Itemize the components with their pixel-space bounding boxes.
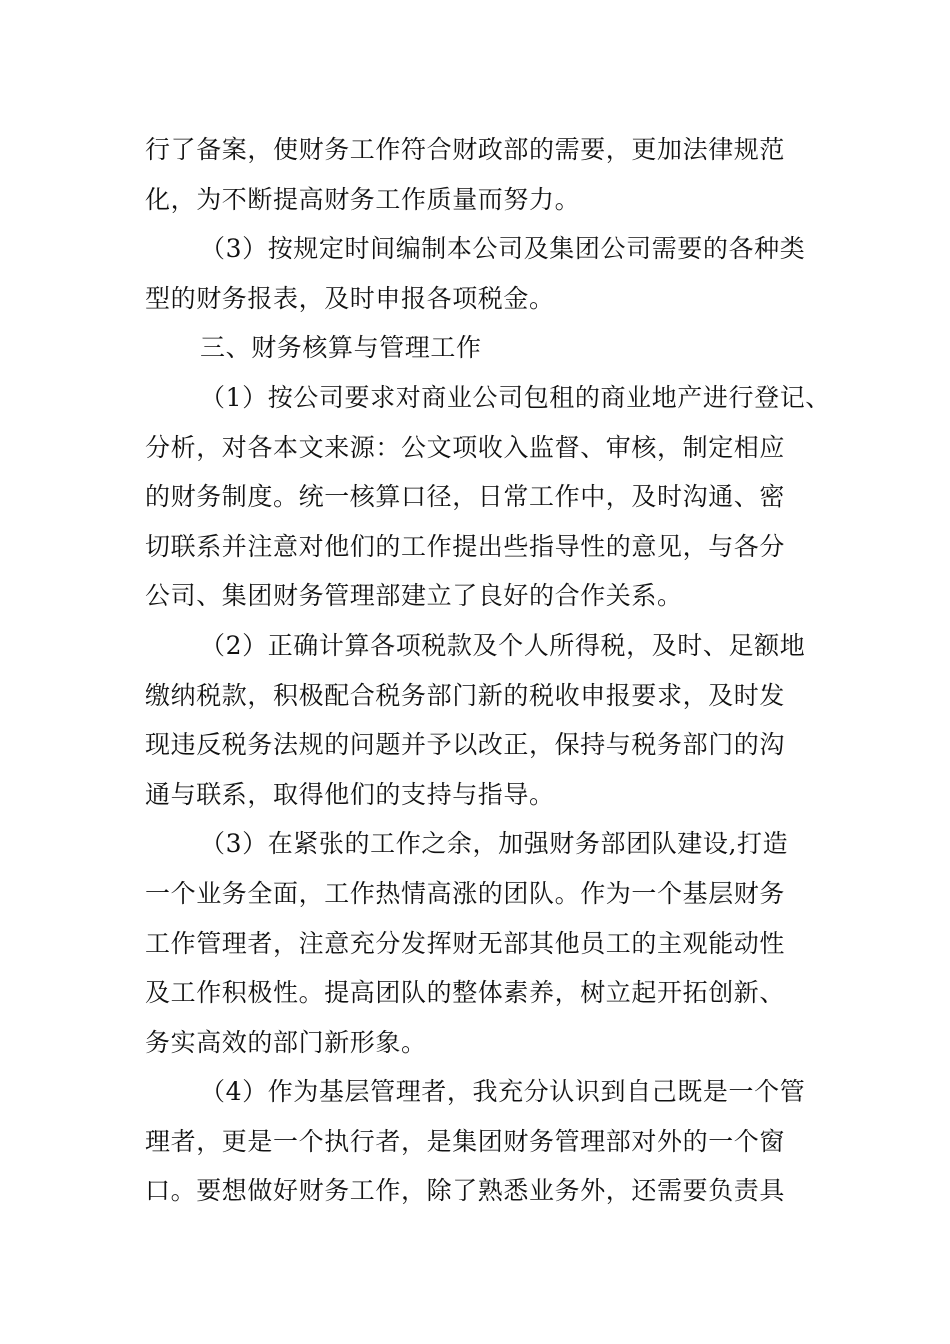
text-line: 一个业务全面，工作热情高涨的团队。作为一个基层财务 [145, 878, 786, 908]
text-line: 分析，对各本文来源：公文项收入监督、审核，制定相应 [145, 432, 786, 462]
text-line: （3）在紧张的工作之余，加强财务部团队建设,打造 [200, 829, 789, 859]
text-line: 现违反税务法规的问题并予以改正，保持与税务部门的沟 [145, 730, 786, 760]
text-line: （2）正确计算各项税款及个人所得税，及时、足额地 [200, 630, 806, 660]
text-line: 及工作积极性。提高团队的整体素养，树立起开拓创新、 [145, 978, 786, 1008]
text-line: 务实高效的部门新形象。 [145, 1027, 427, 1057]
text-line: 工作管理者，注意充分发挥财无部其他员工的主观能动性 [145, 928, 786, 958]
text-line: 行了备案，使财务工作符合财政部的需要，更加法律规范 [145, 135, 786, 164]
text-line: 型的财务报表，及时申报各项税金。 [145, 283, 555, 313]
text-line: （1）按公司要求对商业公司包租的商业地产进行登记、 [200, 382, 831, 412]
text-line: 口。要想做好财务工作，除了熟悉业务外，还需要负责具 [145, 1176, 786, 1206]
text-line: 通与联系，取得他们的支持与指导。 [145, 779, 555, 809]
text-line: 缴纳税款，积极配合税务部门新的税收申报要求，及时发 [145, 680, 786, 710]
text-line: 公司、集团财务管理部建立了良好的合作关系。 [145, 581, 683, 611]
text-line: （3）按规定时间编制本公司及集团公司需要的各种类 [200, 234, 806, 264]
section-heading: 三、财务核算与管理工作 [200, 333, 482, 363]
text-line: （4）作为基层管理者，我充分认识到自己既是一个管 [200, 1077, 806, 1107]
document-body [145, 125, 831, 1216]
text-line: 化，为不断提高财务工作质量而努力。 [145, 184, 581, 214]
text-line: 理者，更是一个执行者，是集团财务管理部对外的一个窗 [145, 1126, 786, 1156]
text-line: 的财务制度。统一核算口径，日常工作中，及时沟通、密 [145, 482, 786, 512]
text-line: 切联系并注意对他们的工作提出些指导性的意见，与各分 [145, 531, 786, 561]
